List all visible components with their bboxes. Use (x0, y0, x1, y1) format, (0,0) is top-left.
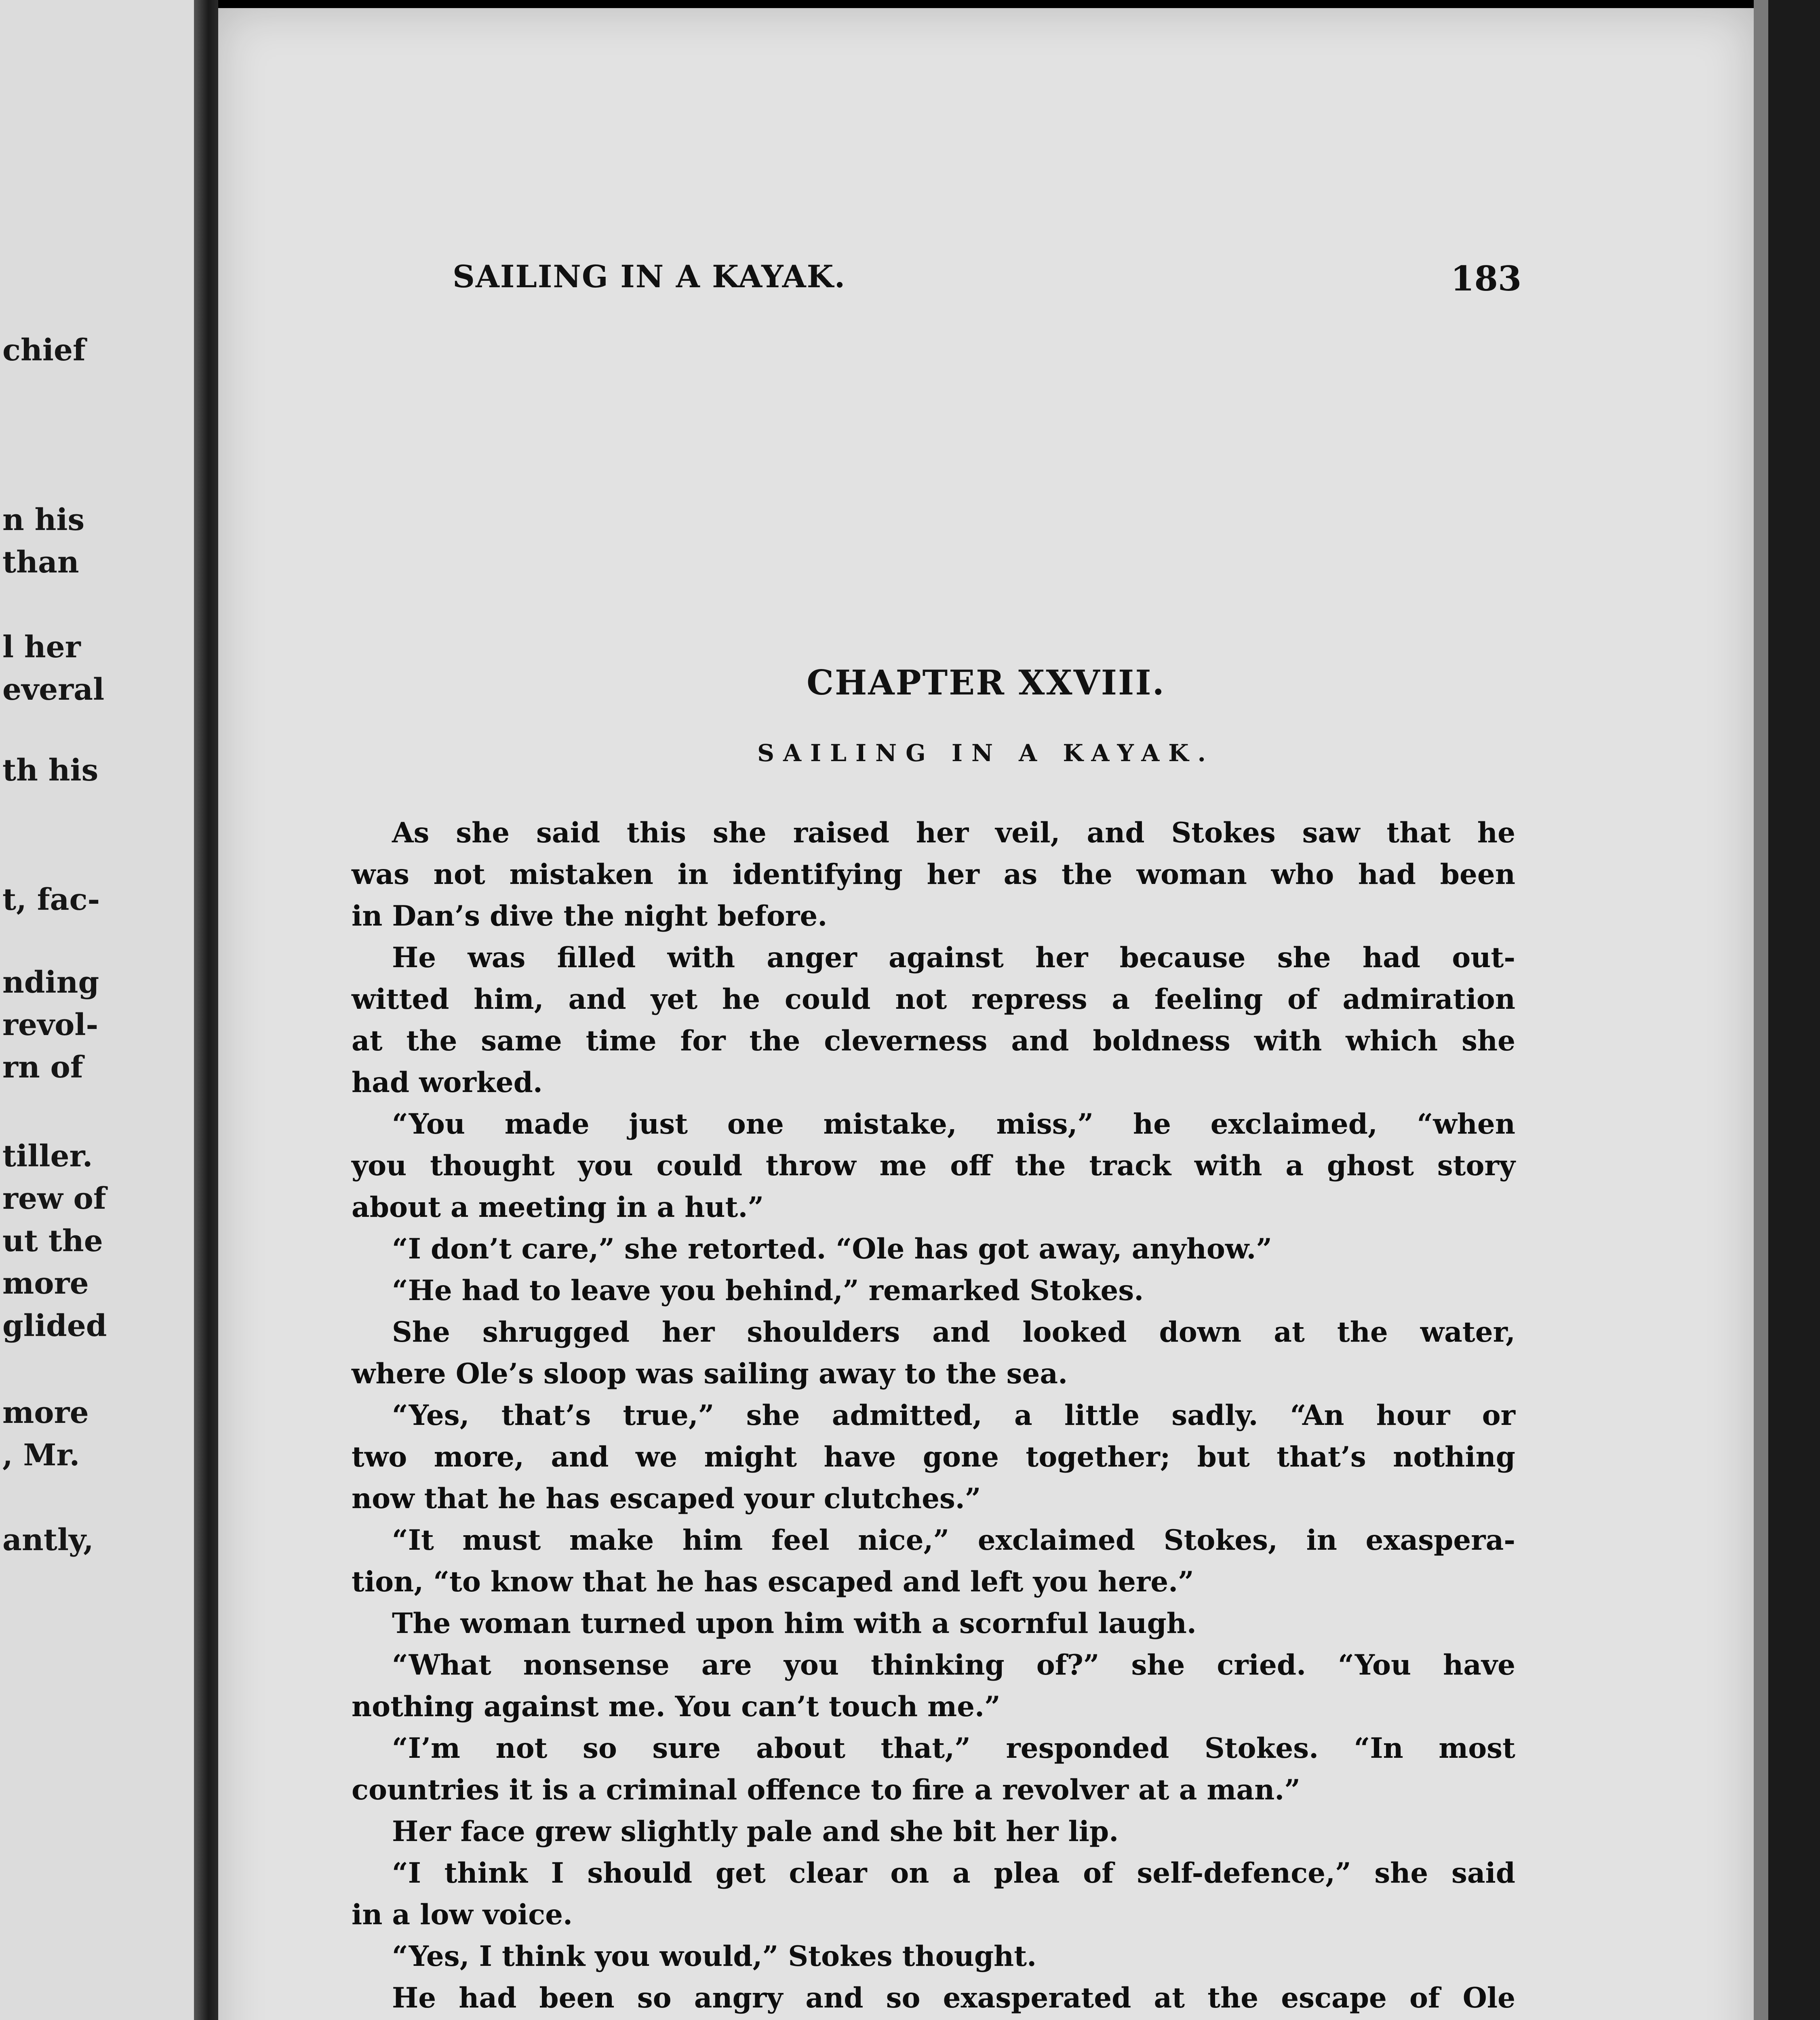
book-gutter (194, 0, 218, 2020)
left-page-text-fragment: antly, (2, 1523, 94, 1557)
left-page-text-fragment: t, fac- (2, 882, 100, 917)
text-line: “You made just one mistake, miss,” he exclaimed, “when (392, 1108, 1515, 1140)
left-page-text-fragment: , Mr. (2, 1438, 80, 1473)
page-edge-shadow (1754, 0, 1820, 2020)
left-page-text-fragment: ut the (2, 1224, 103, 1258)
text-line: about a meeting in a hut.” (352, 1191, 764, 1224)
text-line: at the same time for the cleverness and boldness with which she (352, 1025, 1515, 1057)
left-page-text-fragment: nding (2, 965, 99, 1000)
text-line: As she said this she raised her veil, and Stokes saw that he (392, 816, 1515, 849)
left-page-text-fragment: than (2, 545, 79, 580)
left-page-text-fragment: chief (2, 333, 86, 368)
text-line: “It must make him feel nice,” exclaimed Stokes, in exaspera- (392, 1524, 1515, 1557)
body-text (352, 812, 1515, 2020)
text-line: She shrugged her shoulders and looked down at the water, (392, 1316, 1515, 1349)
left-page-text-fragment: n his (2, 503, 85, 537)
text-line: tion, “to know that he has escaped and left you here.” (352, 1566, 1194, 1598)
chapter-title: CHAPTER XXVIII. (807, 663, 1165, 703)
text-line: “I think I should get clear on a plea of self-defence,” she said (392, 1857, 1515, 1890)
text-line: He had been so angry and so exasperated at the escape of Ole (392, 1982, 1515, 2014)
text-line: The woman turned upon him with a scornful laugh. (392, 1607, 1196, 1640)
text-line: witted him, and yet he could not repress a feeling of admiration (352, 983, 1515, 1016)
text-line: two more, and we might have gone together; but that’s nothing (352, 1441, 1515, 1473)
left-page-text-fragment: th his (2, 753, 99, 788)
text-line: countries it is a criminal offence to fire a revolver at a man.” (352, 1774, 1301, 1806)
left-page-text-fragment: glided (2, 1309, 107, 1343)
left-page-text-fragment: rn of (2, 1050, 83, 1085)
text-line: Her face grew slightly pale and she bit her lip. (392, 1815, 1119, 1848)
text-line: now that he has escaped your clutches.” (352, 1482, 981, 1515)
text-line: you thought you could throw me off the track with a ghost story (352, 1149, 1515, 1182)
text-line: “I’m not so sure about that,” responded Stokes. “In most (392, 1732, 1515, 1765)
left-page-text-fragment: more (2, 1266, 89, 1301)
text-line: where Ole’s sloop was sailing away to the sea. (352, 1357, 1068, 1390)
text-line: in Dan’s dive the night before. (352, 900, 828, 932)
left-page-text-fragment: more (2, 1395, 89, 1430)
left-page-text-fragment: rew of (2, 1181, 106, 1216)
text-line: “I don’t care,” she retorted. “Ole has got away, anyhow.” (392, 1233, 1272, 1265)
left-page-text-fragment: everal (2, 672, 105, 707)
text-line: nothing against me. You can’t touch me.” (352, 1690, 1001, 1723)
text-line: “He had to leave you behind,” remarked Stokes. (392, 1274, 1144, 1307)
left-page-text-fragment: revol- (2, 1008, 99, 1042)
text-line: He was filled with anger against her because she had out- (392, 941, 1515, 974)
text-line: “What nonsense are you thinking of?” she cried. “You have (392, 1649, 1515, 1681)
text-line: “Yes, that’s true,” she admitted, a little sadly. “An hour or (392, 1399, 1515, 1432)
text-line: had worked. (352, 1066, 543, 1099)
page-edge-highlight (1754, 0, 1768, 2020)
left-page-text-fragment: tiller. (2, 1139, 93, 1174)
text-line: “Yes, I think you would,” Stokes thought. (392, 1940, 1037, 1973)
text-line: was not mistaken in identifying her as the woman who had been (352, 858, 1515, 891)
previous-page-edge (0, 0, 194, 2020)
chapter-subtitle: SAILING IN A KAYAK. (757, 739, 1215, 767)
running-head: SAILING IN A KAYAK. (453, 259, 846, 295)
page-number: 183 (1451, 259, 1522, 299)
text-line: in a low voice. (352, 1898, 573, 1931)
left-page-text-fragment: l her (2, 630, 81, 665)
